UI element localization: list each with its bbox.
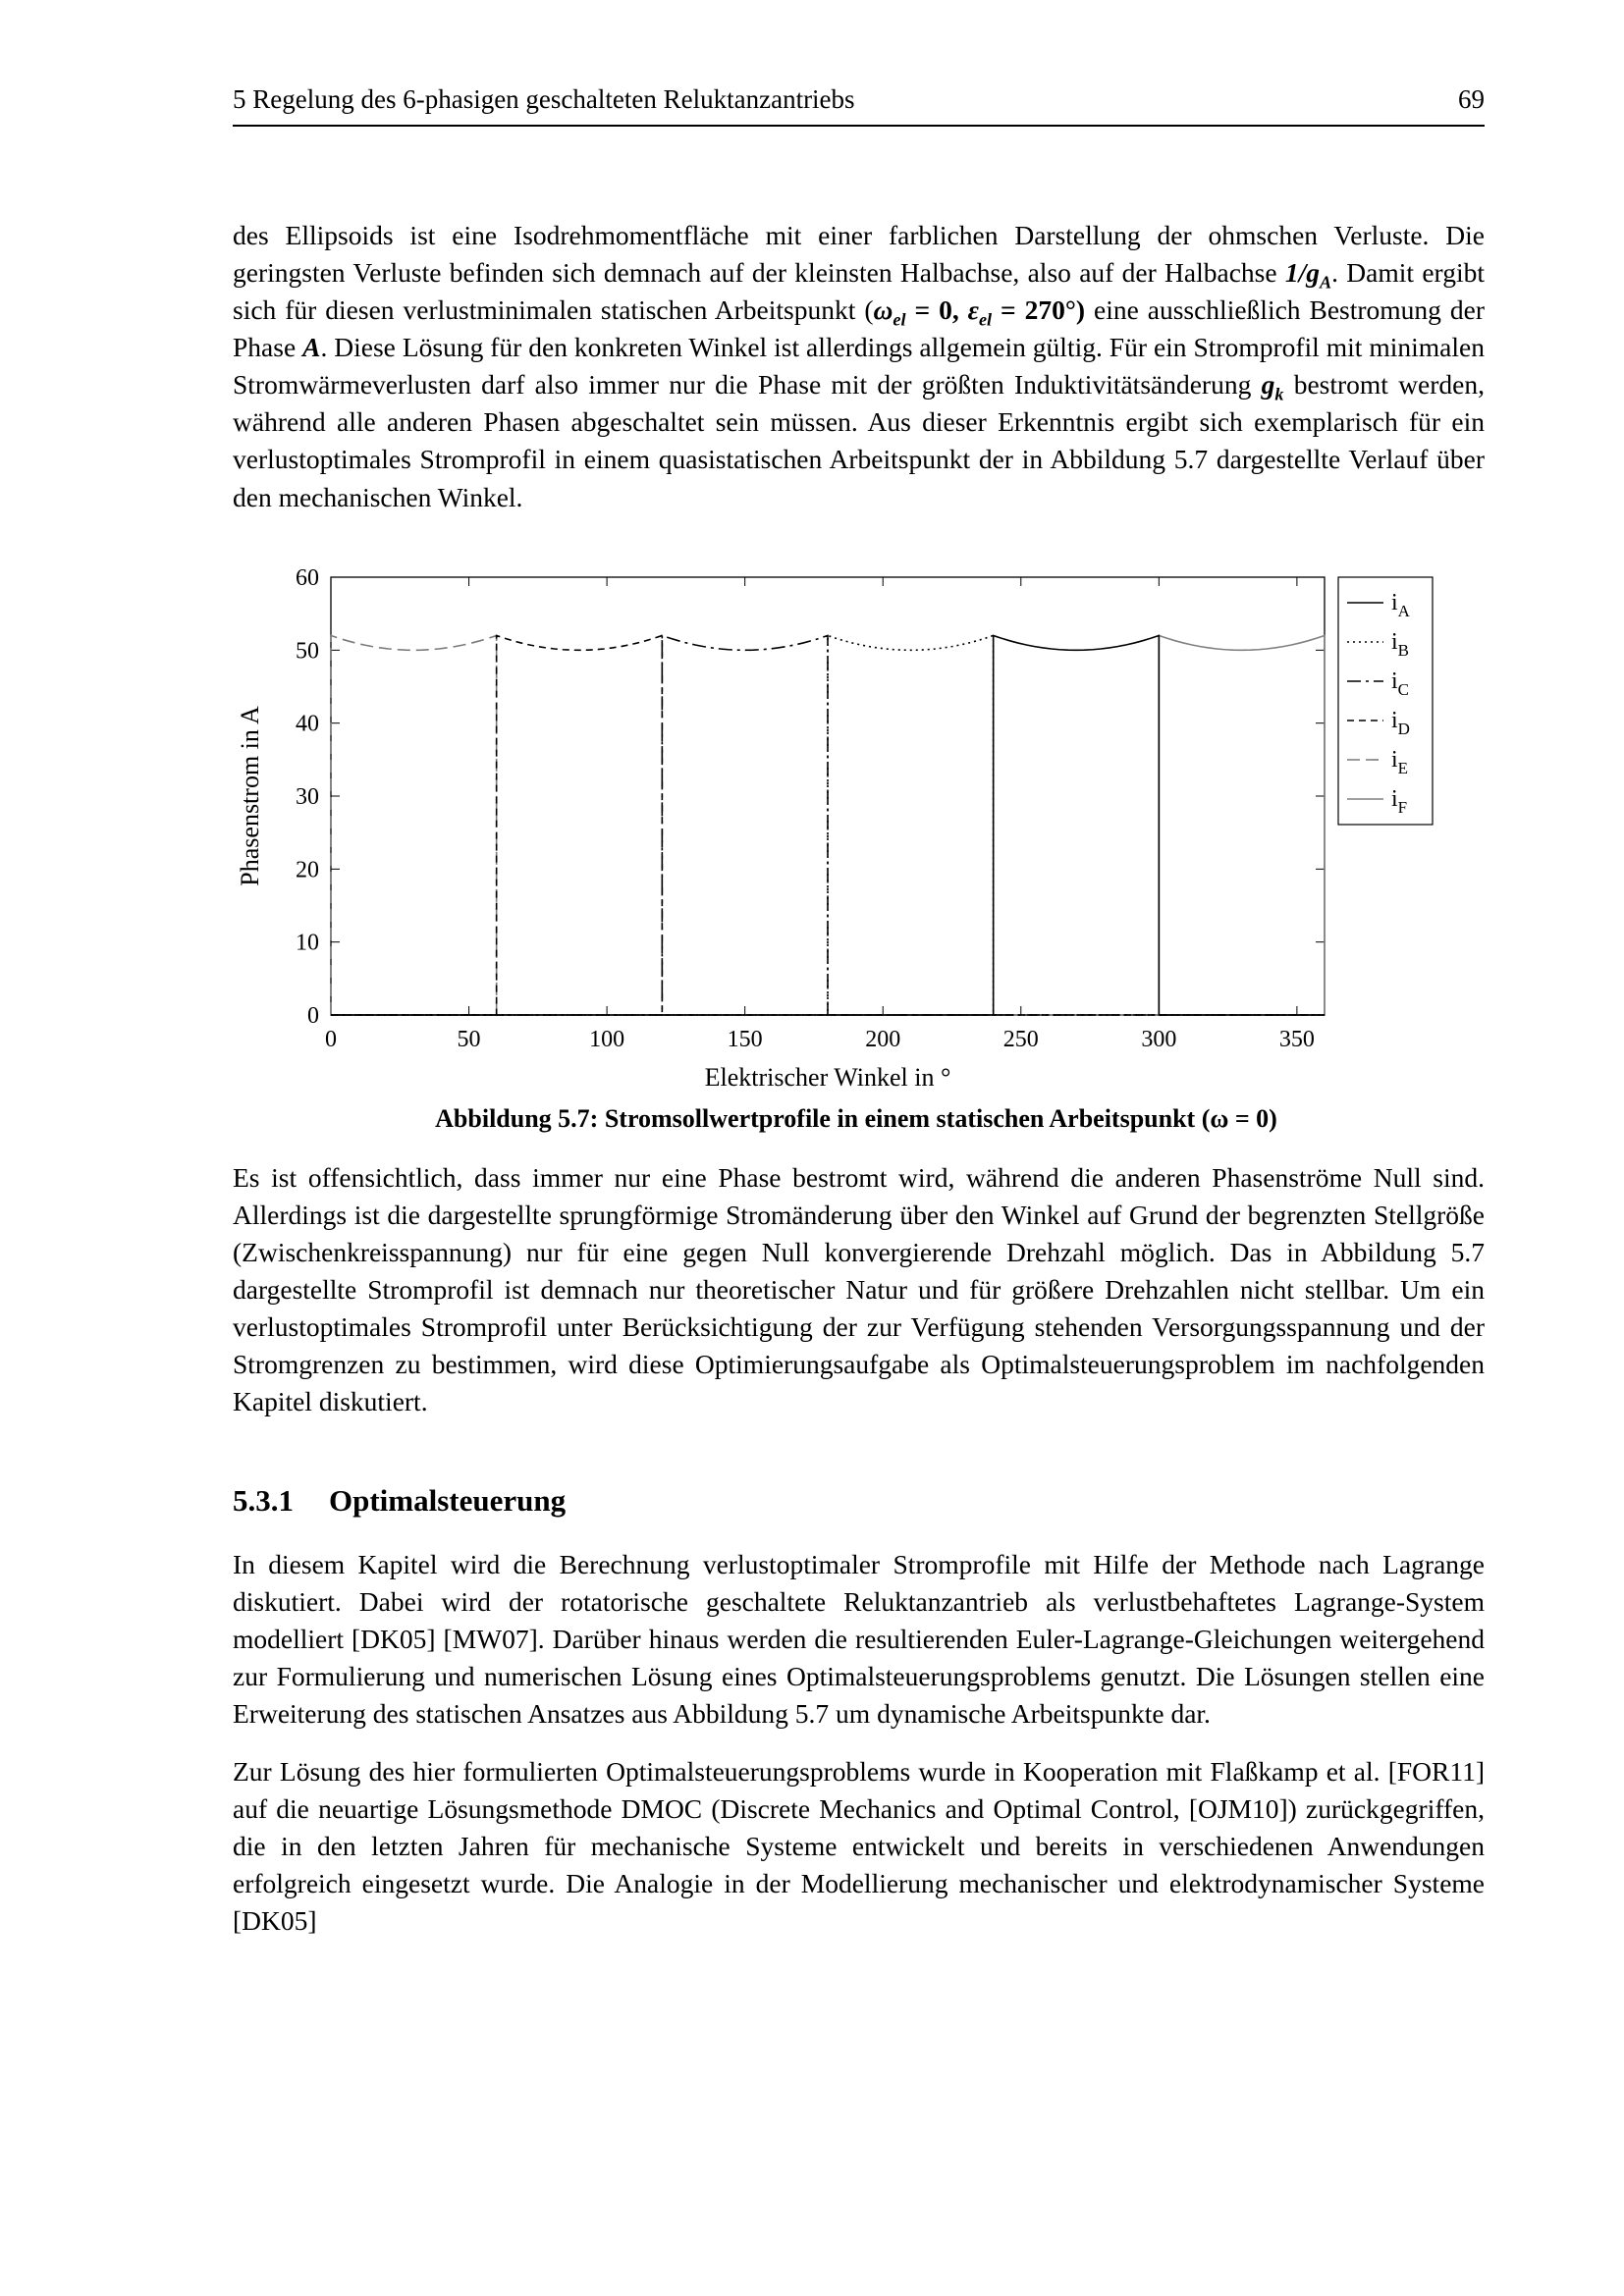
paragraph: des Ellipsoids ist eine Isodrehmomentfläche mit einer farblichen Darstellung der ohmschen Verluste. Die geringsten Verluste befinden sich demnach auf der kleinsten Halbachse, also auf der Halbachse $1/g_A$. Damit ergibt sich für diesen verlustminimalen statischen Arbeitspunkt ($\omega_{el} = 0$, $\varepsilon_{el} = 270^\circ$) eine ausschließlich Bestromung der Phase A. Diese Lösung für den konkreten Winkel ist allerdings allgemein gültig. Für ein Stromprofil mit minimalen Stromwärmeverlusten darf also immer nur die Phase mit der größten Induktivitätsänderung $g_k$ bestromt werden, während alle anderen Phasen abgeschaltet sein müssen. Aus dieser Erkenntnis ergibt sich exemplarisch für ein verlustoptimales Stromprofil in einem quasistatischen Arbeitspunkt der in Abbildung 5.7 dargestellte Verlauf über den mechanischen Winkel. <box>233 220 1485 512</box>
page-header <box>233 84 1485 127</box>
page-body <box>233 217 1485 1940</box>
y-axis-label: Phasenstrom in A <box>236 705 264 886</box>
running-title: 5 Regelung des 6-phasigen geschalteten Reluktanzantriebs <box>233 84 855 114</box>
legend-label-i_D: $i_D$ <box>1391 707 1410 738</box>
legend-label-i_A: $i_A$ <box>1391 589 1410 620</box>
y-tick-label: 20 <box>296 856 319 882</box>
paragraph: Es ist offensichtlich, dass immer nur eine Phase bestromt wird, während die anderen Phasenströme Null sind. Allerdings ist die dargestellte sprungförmige Stromänderung über den Winkel auf Grund der begrenzten Stellgröße (Zwischenkreisspannung) nur für eine gegen Null konvergierende Drehzahl möglich. Das in Abbildung 5.7 dargestellte Stromprofil ist demnach nur theoretischer Natur und für größere Drehzahlen nicht stellbar. Um ein verlustoptimales Stromprofil unter Berücksichtigung der zur Verfügung stehenden Versorgungsspannung und der Stromgrenzen zu bestimmen, wird diese Optimierungsaufgabe als Optimalsteuerungsproblem im nachfolgenden Kapitel diskutiert. <box>233 1161 1485 1417</box>
figure-5-7 <box>233 561 1480 1134</box>
y-tick-label: 50 <box>296 637 319 664</box>
x-tick-label: 300 <box>1141 1026 1177 1052</box>
x-axis-label: Elektrischer Winkel in ° <box>704 1062 951 1092</box>
x-tick-label: 200 <box>865 1026 901 1052</box>
intro-text <box>233 217 1485 516</box>
y-tick-label: 30 <box>296 783 319 810</box>
x-tick-label: 0 <box>325 1026 337 1052</box>
legend-label-i_B: $i_B$ <box>1391 628 1410 660</box>
legend-box <box>1338 577 1433 825</box>
y-tick-label: 10 <box>296 930 319 956</box>
section-heading-5-3-1 <box>233 1483 1485 1519</box>
section-number: 5.3.1 <box>233 1483 294 1519</box>
figure-caption: Abbildung 5.7: Stromsollwertprofile in einem statischen Arbeitspunkt (ω = 0) <box>435 1103 1277 1133</box>
y-tick-label: 0 <box>307 1002 319 1029</box>
discussion-text <box>233 1159 1485 1421</box>
phase-current-chart <box>233 561 1480 1096</box>
section-title: Optimalsteuerung <box>329 1483 567 1519</box>
x-tick-label: 100 <box>589 1026 625 1052</box>
page-number: 69 <box>1458 84 1485 114</box>
chart-svg <box>233 561 1480 1096</box>
x-tick-label: 350 <box>1278 1026 1315 1052</box>
paragraph: Zur Lösung des hier formulierten Optimalsteuerungsproblems wurde in Kooperation mit Flaßkamp et al. [FOR11] auf die neuartige Lösungsmethode DMOC (Discrete Mechanics and Optimal Control, [OJM10]) zurückgegriffen, die in den letzten Jahren für mechanische Systeme entwickelt und bereits in verschiedenen Anwendungen erfolgreich eingesetzt wurde. Die Analogie in der Modellierung mechanischer und elektrodynamischer Systeme [DK05] <box>233 1755 1485 1936</box>
y-tick-label: 60 <box>296 564 319 591</box>
x-tick-label: 250 <box>1002 1026 1039 1052</box>
legend-label-i_F: $i_F$ <box>1391 785 1408 817</box>
paragraph: In diesem Kapitel wird die Berechnung verlustoptimaler Stromprofile mit Hilfe der Methode nach Lagrange diskutiert. Dabei wird der rotatorische geschaltete Reluktanzantrieb als verlustbehaftetes Lagrange-System modelliert [DK05] [MW07]. Darüber hinaus werden die resultierenden Euler-Lagrange-Gleichungen weitergehend zur Formulierung und numerischen Lösung eines Optimalsteuerungsproblems genutzt. Die Lösungen stellen eine Erweiterung des statischen Ansatzes aus Abbildung 5.7 um dynamische Arbeitspunkte dar. <box>233 1549 1485 1730</box>
x-tick-label: 50 <box>457 1026 481 1052</box>
section-text <box>233 1546 1485 1940</box>
x-tick-label: 150 <box>727 1026 763 1052</box>
legend-label-i_E: $i_E$ <box>1391 746 1409 777</box>
legend-label-i_C: $i_C$ <box>1391 667 1410 699</box>
y-tick-label: 40 <box>296 711 319 737</box>
